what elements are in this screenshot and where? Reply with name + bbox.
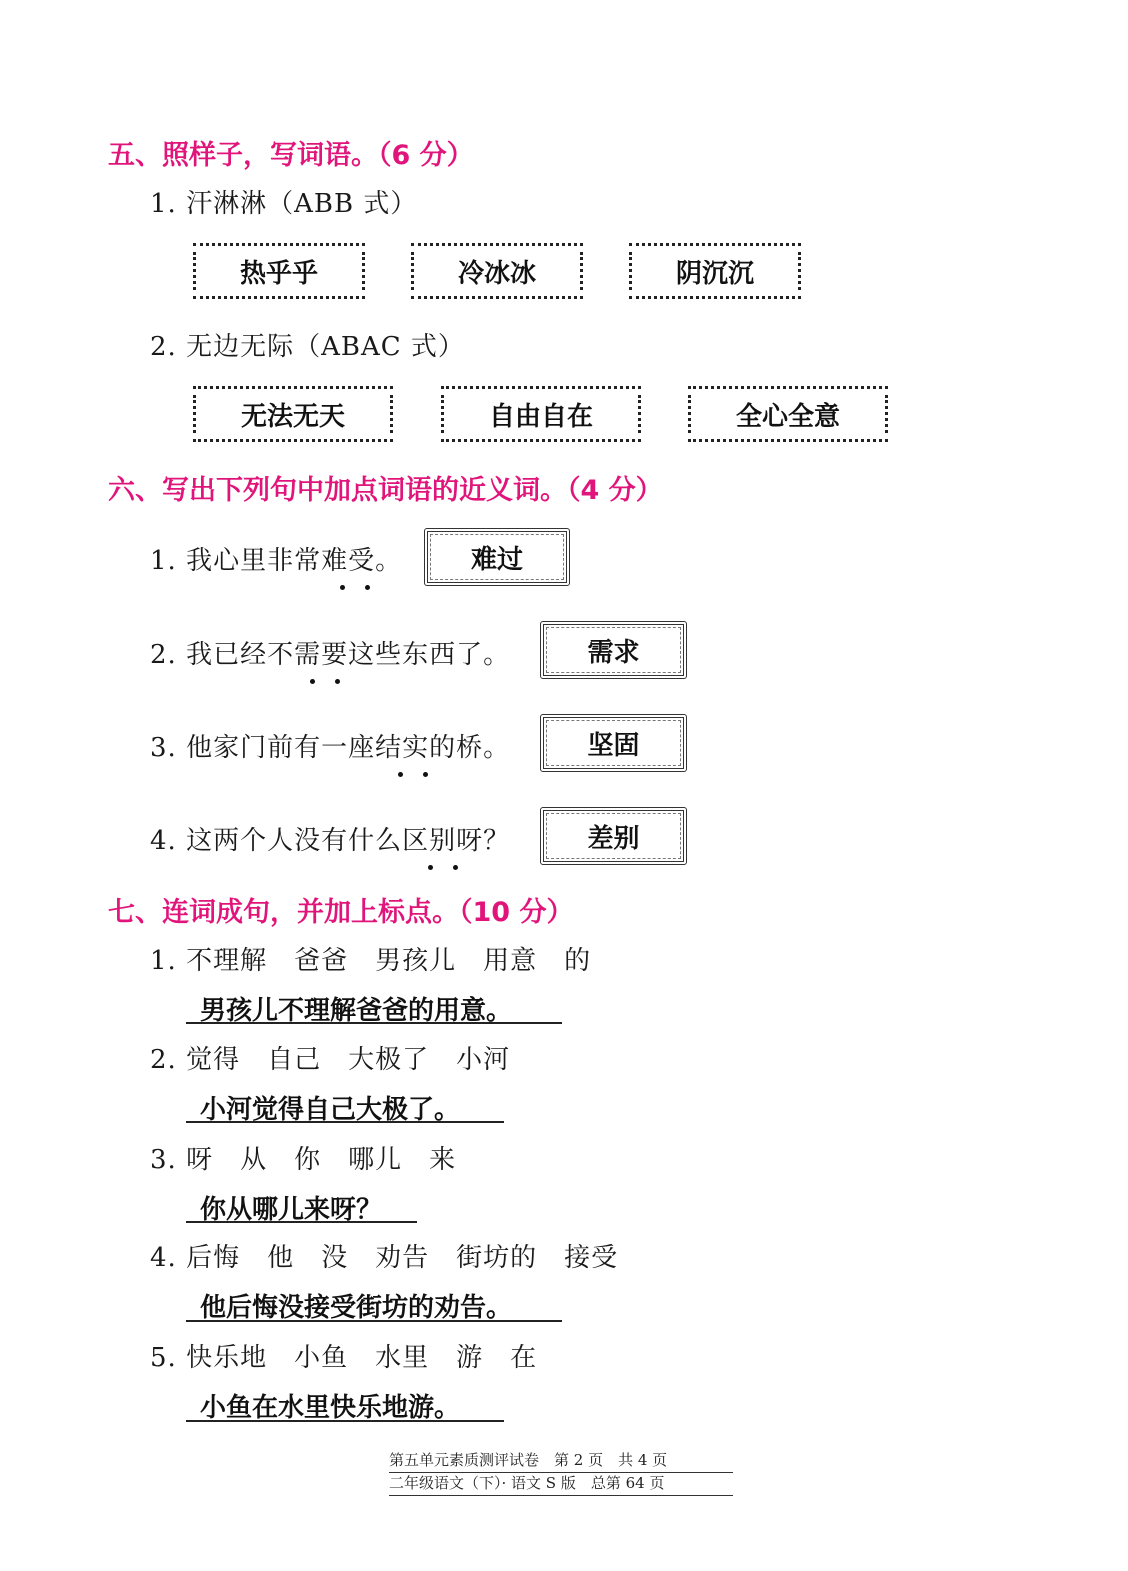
answer-box [629, 243, 801, 299]
section-7-answer: 小鱼在水里快乐地游。 [200, 1393, 461, 1423]
answer-line [186, 1121, 504, 1123]
footer-line-1: 第五单元素质测评试卷 第 2 页 共 4 页 [389, 1449, 733, 1473]
section-7-words: 4. 后悔 他 没 劝告 街坊的 接受 [150, 1243, 619, 1273]
answer-box [193, 243, 365, 299]
section-5-q1-prompt: 1. 汗淋淋（ABB 式） [150, 189, 418, 219]
section-7-answer: 小河觉得自己大极了。 [200, 1095, 461, 1125]
answer-line [186, 1022, 562, 1024]
answer-box [540, 621, 687, 679]
section-5-title: 五、照样子，写词语。（6 分） [108, 140, 474, 171]
answer-text: 热乎乎 [239, 258, 318, 289]
section-6-sentence: 1. 我心里非常难受。 [150, 546, 403, 576]
footer-line-2: 二年级语文（下）· 语文 S 版 总第 64 页 [389, 1472, 733, 1496]
answer-text: 全心全意 [735, 401, 840, 432]
answer-line [186, 1420, 504, 1422]
section-6-title: 六、写出下列句中加点词语的近义词。（4 分） [108, 475, 663, 506]
section-5-q2-prompt: 2. 无边无际（ABAC 式） [150, 332, 465, 362]
section-6-sentence: 3. 他家门前有一座结实的桥。 [150, 733, 511, 763]
section-7-words: 5. 快乐地 小鱼 水里 游 在 [150, 1343, 538, 1373]
answer-line [186, 1221, 417, 1223]
answer-box [193, 386, 393, 442]
section-7-words: 3. 呀 从 你 哪儿 来 [150, 1145, 457, 1175]
section-6-sentence: 4. 这两个人没有什么区别呀？ [150, 826, 511, 856]
answer-text: 冷冰冰 [457, 258, 536, 289]
emphasis-dots [388, 762, 438, 768]
answer-box [424, 528, 570, 586]
section-7-answer: 他后悔没接受街坊的劝告。 [200, 1293, 513, 1323]
answer-text: 无法无天 [240, 401, 345, 432]
answer-box [411, 243, 583, 299]
answer-box [540, 714, 687, 772]
section-7-words: 1. 不理解 爸爸 男孩儿 用意 的 [150, 946, 592, 976]
emphasis-dots [300, 669, 350, 675]
answer-text: 自由自在 [488, 401, 593, 432]
answer-box [441, 386, 641, 442]
section-7-title: 七、连词成句，并加上标点。（10 分） [108, 897, 574, 928]
section-7-answer: 你从哪儿来呀？ [200, 1195, 383, 1225]
section-7-answer: 男孩儿不理解爸爸的用意。 [200, 996, 513, 1026]
emphasis-dots [418, 855, 468, 861]
answer-box [540, 807, 687, 865]
answer-text: 坚固 [587, 730, 640, 761]
answer-text: 需求 [587, 637, 640, 668]
emphasis-dots [330, 575, 380, 581]
answer-text: 阴沉沉 [675, 258, 754, 289]
section-6-sentence: 2. 我已经不需要这些东西了。 [150, 640, 511, 670]
answer-box [688, 386, 888, 442]
answer-line [186, 1320, 562, 1322]
section-7-words: 2. 觉得 自己 大极了 小河 [150, 1045, 511, 1075]
answer-text: 难过 [470, 544, 523, 575]
answer-text: 差别 [587, 823, 640, 854]
